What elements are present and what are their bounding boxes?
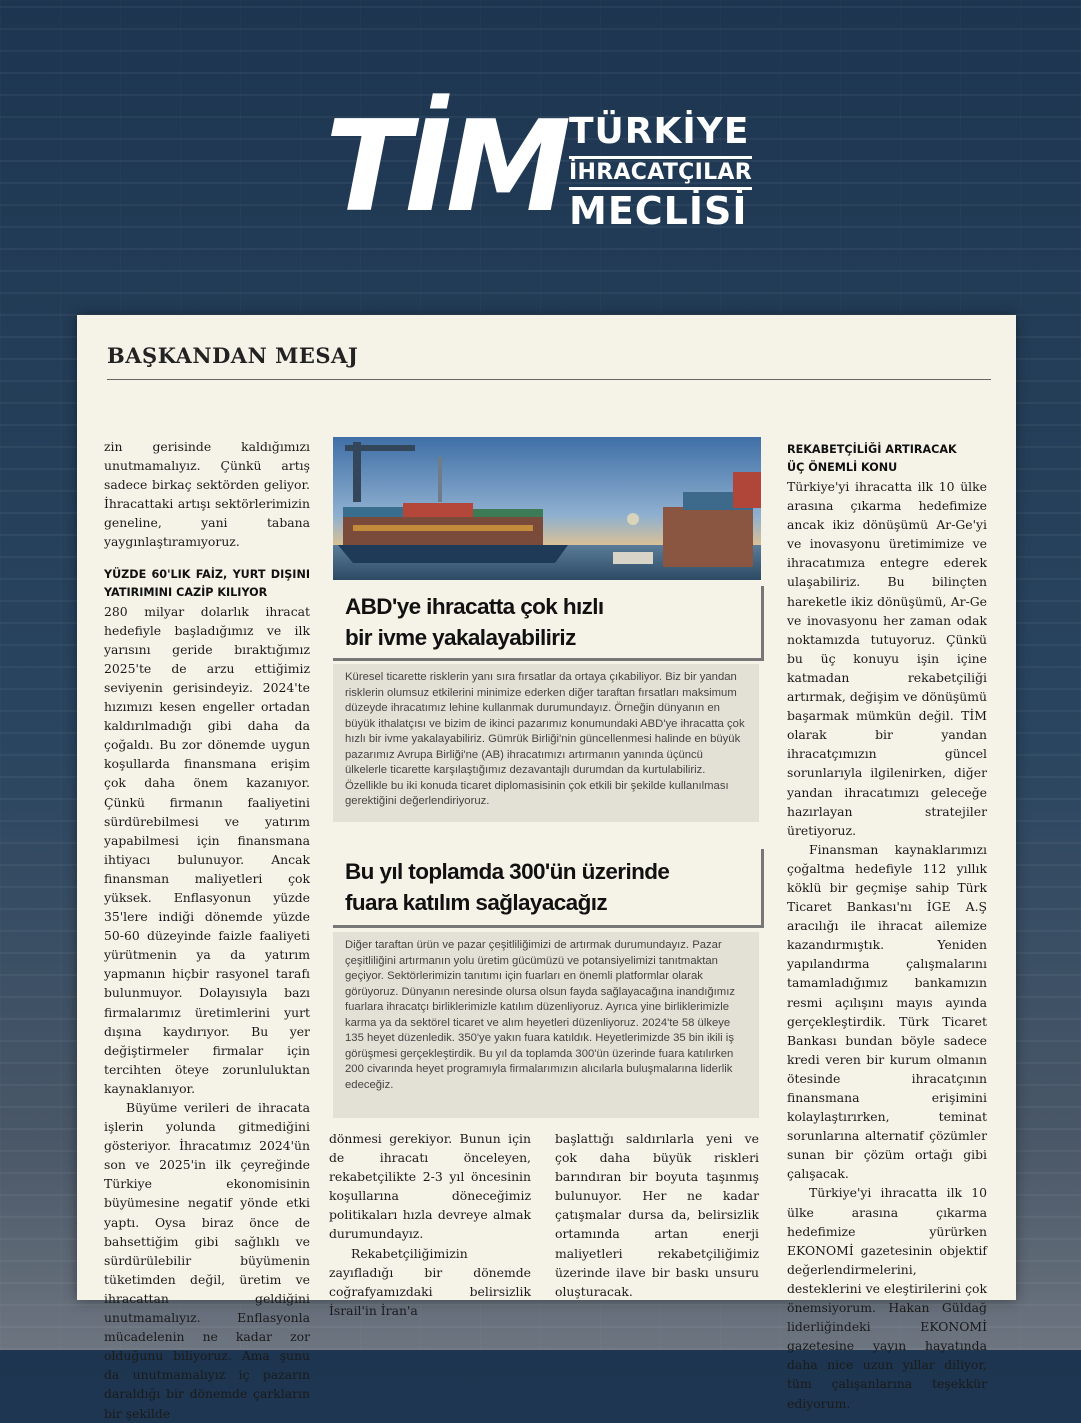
highlight-text: Diğer taraftan ürün ve pazar çeşitliliğimizi de artırmak durumundayız. Pazar çeşitliliğini artırmanın yolu üretim gücümüzü ve potansiyelimizi tanıtmaktan geçiyor. Sektörlerimizin tanıtımı için fuarları en önemli platformlar olarak görüyoruz. Dünyanın neresinde olursa olsun fayda sağlayacağına inandığımız fuarlara ihracatçı birliklerimizle katılım düzenliyoruz. Ayrıca yine birliklerimizle karma ya da sektörel ticaret ve alım heyetleri düzenliyoruz. 2024'te 58 ülkeye 135 heyet düzenledik. 350'ye yakın fuara katıldık. Heyetlerimizde 35 bin ikili iş görüşmesi gerçekleştirdik. Bu yıl da toplamda 300'ün üzerinde fuara katılırken 200 civarında heyet programıyla firmalarımızın alıcılarla buluşmalarına liderlik edeceğiz.	[345, 939, 735, 1091]
title-divider	[107, 379, 991, 380]
paragraph: Türkiye'yi ihracatta ilk 10 ülke arasına çıkarma hedefimize ancak ikiz dönüşümü Ar-Ge'yi ve inovasyonu üretimimize ve ihracatımıza entegre ederek ulaşabiliriz. Bu bilinçten hareketle ikiz dönüşümü, Ar-Ge ve inovasyonu her zaman odak noktamızda tutuyoruz. Çünkü bu üç konuyu işin içine katmadan rekabetçiliği artırmak, değişim ve dönüşümü başarmak mümkün değil. TİM olarak bir yandan ihracatçımızın güncel sorunlarıyla ilgilenirken, diğer yandan ihracatımızı geleceğe hazırlayan stratejiler üretiyoruz.	[787, 479, 987, 838]
port-containers-photo	[333, 437, 761, 580]
headline-line-2: bir ivme yakalayabiliriz	[345, 625, 576, 650]
headline-line-1: ABD'ye ihracatta çok hızlı	[345, 594, 604, 619]
headline-line-2: fuara katılım sağlayacağız	[345, 890, 608, 915]
logo-line-2: İHRACATÇILAR	[569, 156, 752, 190]
subheading-line-2: ÜÇ ÖNEMLİ KONU	[787, 461, 898, 474]
headline-box-fairs	[333, 849, 764, 928]
paragraph: Türkiye'yi ihracatta ilk 10 ülke arasına çıkarma hedefimize yürürken EKONOMİ gazetesinin objektif değerlendirmelerini, desteklerini ve eleştirilerini çok önemsiyorum. Hakan Güldağ liderliğindeki EKONOMİ gazetesine yayın hayatında daha nice uzun yıllar diliyor, tüm çalışanlarına teşekkür ediyorum.	[787, 1185, 987, 1411]
article-column-2	[329, 1129, 531, 1320]
paragraph: dönmesi gerekiyor. Bunun için de ihracatı önceleyen, rekabetçilikte 2-3 yıl öncesinin koşullarına döneceğimiz politikaları hızla devreye almak durumundayız.	[329, 1131, 531, 1242]
logo-line-1: TÜRKİYE	[569, 111, 750, 152]
subheading	[787, 441, 987, 477]
section-title: BAŞKANDAN MESAJ	[107, 343, 359, 368]
logo-wordmark	[569, 111, 752, 233]
paragraph: zin gerisinde kaldığımızı unutmamalıyız. Çünkü artış sadece birkaç sektörden geliyor. İhracattaki artışı sektörlerimizin geneline, yani tabana yaygınlaştıramıyoruz.	[104, 439, 310, 550]
paragraph: Finansman kaynaklarımızı çoğaltma hedefiyle 112 yıllık köklü bir geçmişe sahip Türk Ticaret Bankası'nı İGE A.Ş aracılığı ile ihracat ailemize kazandırmıştık. Yeniden yapılandırma çalışmalarını tamamladığımız bankamızın resmi açılışını mayıs ayında gerçekleştirdik. Türk Ticaret Bankası bundan böyle sadece kredi veren bir kurum olmanın ötesinde ihracatçının finansmana erişimini kolaylaştırırken, teminat sorunlarına alternatif çözümler sunan bir çözüm ortağı gibi çalışacak.	[787, 841, 987, 1182]
article-column-3	[555, 1129, 759, 1301]
highlight-box-fairs	[333, 932, 759, 1118]
paragraph: 280 milyar dolarlık ihracat hedefiyle başladığımız ve ilk yarısını geride bıraktığımız 2025'te de arzu ettiğimiz seviyenin gerisindeyiz. 2024'te hızımızı kesen engeller ortadan kaldırılmadığı gibi daha da çoğaldı. Bu zor dönemde uygun koşullarda finansmana erişim çok daha önem kazanıyor. Çünkü firmanın faaliyetini sürdürebilmesi ve yatırım yapabilmesi için finansmana ihtiyacı bulunuyor. Ancak finansman maliyetleri çok yüksek. Enflasyonun yüzde 35'lere indiği dönemde yüzde 50-60 düzeyinde faizle faaliyeti yürütmenin ya da yatırım yapmanın hiçbir rasyonel tarafı bulunmuyor. Dolayısıyla bazı firmalarımız üretimlerini yurt dışına kaydırıyor. Bu yer değiştirmeler firmalar için tercihten öteye zorunluluktan kaynaklanıyor.	[104, 603, 310, 1096]
logo-line-3: MECLİSİ	[569, 189, 748, 233]
paragraph: başlattığı saldırılarla yeni ve çok daha büyük riskleri barındıran bir boyuta taşınmış bulunuyor. Her ne kadar çatışmalar dursa da, belirsizlik ortamında artan enerji maliyetleri rekabetçiliğimiz üzerinde ilave bir baskı unsuru oluşturacak.	[555, 1131, 759, 1299]
article-column-4	[787, 441, 987, 1413]
headline-line-1: Bu yıl toplamda 300'ün üzerinde	[345, 859, 670, 884]
highlight-box-usa	[333, 664, 759, 822]
paragraph: Rekabetçiliğimizin zayıfladığı bir dönemde coğrafyamızdaki belirsizlik İsrail'in İran'a	[329, 1245, 531, 1318]
tim-logo	[325, 93, 765, 240]
headline-box-usa	[333, 586, 764, 661]
subheading: YÜZDE 60'LIK FAİZ, YURT DIŞINI YATIRIMINI CAZİP KILIYOR	[104, 567, 310, 599]
paragraph: Büyüme verileri de ihracata işlerin yolunda gitmediğini gösteriyor. İhracatımız 2024'ün son ve 2025'in ilk çeyreğinde Türkiye ekonomisinin büyümesine negatif yönde etki yaptı. Oysa biraz önce de bahsettiğim gibi sağlıklı ve sürdürülebilir büyümenin tüketimden değil, üretim ve ihracattan geldiğini unutmamalıyız. Enflasyonla mücadelenin ne kadar zor olduğunu biliyoruz. Ama şunu da unutmamalıyız iç pazarın daraldığı bir dönemde çarkların bir şekilde	[104, 1100, 310, 1421]
logo-mark: TİM	[325, 93, 566, 240]
newspaper-clipping	[77, 315, 1016, 1421]
article-column-1	[104, 437, 310, 1423]
highlight-text: Küresel ticarette risklerin yanı sıra fırsatlar da ortaya çıkabiliyor. Biz bir yandan risklerin olumsuz etkilerini minimize ederken diğer taraftan fırsatları maksimum düzeyde ihracatımız lehine kullanmak durumundayız. Örneğin dünyanın en büyük ithalatçısı ve bizim de ikinci pazarımız konumundaki ABD'ye ihracatta çok hızlı bir ivme yakalayabiliriz. Gümrük Birliği'nin güncellenmesi halinde en büyük pazarımız Avrupa Birliği'ne (AB) ihracatımızı artırmanın yanında üçüncü ülkelerle ticarette karşılaştığımız dezavantajlı durumdan da kurtulabiliriz. Özellikle bu iki konuda ticaret diplomasisinin çok etkili bir şekilde kullanılması gerektiğini değerlendiriyoruz.	[345, 671, 745, 807]
subheading-line-1: REKABETÇİLİĞİ ARTIRACAK	[787, 443, 957, 456]
